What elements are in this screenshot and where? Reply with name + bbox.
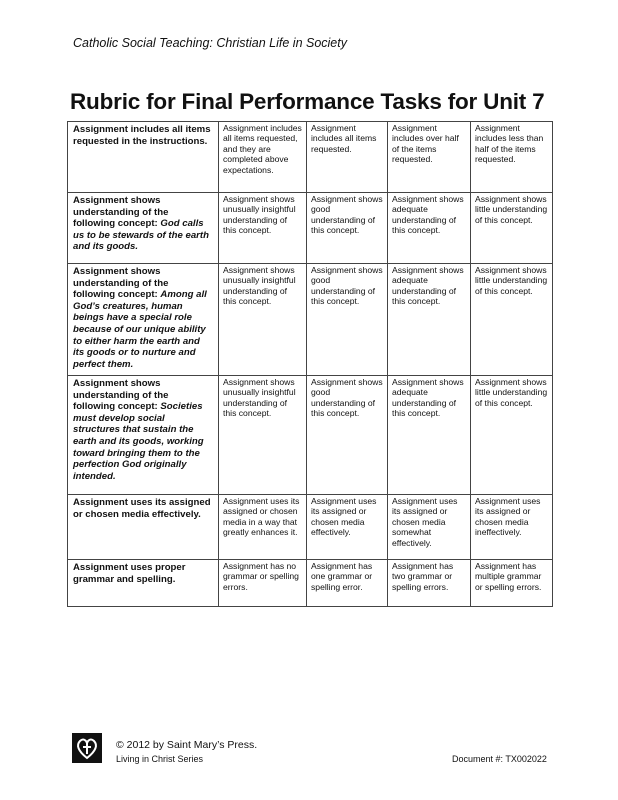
level-cell: Assignment shows good understanding of this concept. [307,376,388,495]
criterion-cell [68,495,219,560]
level-cell: Assignment has two grammar or spelling errors. [388,560,471,607]
level-cell: Assignment shows little understanding of this concept. [471,376,553,495]
level-cell: Assignment uses its assigned or chosen media effectively. [307,495,388,560]
criterion-emphasis: God calls us to be stewards of the earth and its goods. [73,218,209,253]
level-cell: Assignment includes all items requested, and they are completed above expectations. [219,122,307,193]
level-cell: Assignment shows adequate understanding of this concept. [388,264,471,376]
level-cell: Assignment includes over half of the items requested. [388,122,471,193]
criterion-emphasis: Among all God’s creatures, human beings have a special role because of our unique ability to either harm the earth and its goods or to nurture and perfect them. [73,289,207,370]
level-cell: Assignment includes less than half of the items requested. [471,122,553,193]
rubric-row [68,495,553,560]
criterion-text: Assignment includes all items requested in the instructions. [73,124,211,147]
rubric-table [67,121,553,607]
copyright-text: © 2012 by Saint Mary’s Press. [116,739,258,751]
criterion-cell [68,264,219,376]
page-title: Rubric for Final Performance Tasks for Unit 7 [70,89,545,114]
criterion-cell [68,122,219,193]
level-cell: Assignment shows unusually insightful understanding of this concept. [219,376,307,495]
rubric-row [68,193,553,264]
level-cell: Assignment uses its assigned or chosen media somewhat effectively. [388,495,471,560]
rubric-row [68,122,553,193]
criterion-cell [68,560,219,607]
rubric-row [68,376,553,495]
rubric-row [68,560,553,607]
criterion-text: Assignment uses proper grammar and spelling. [73,562,186,585]
document-number: Document #: TX002022 [452,754,547,764]
criterion-emphasis: Societies must develop social structures that sustain the earth and its goods, working toward bringing them to the perfection God originally intended. [73,401,204,482]
criterion-text: Assignment shows understanding of the following concept: [73,378,169,413]
level-cell: Assignment shows unusually insightful understanding of this concept. [219,193,307,264]
level-cell: Assignment shows good understanding of this concept. [307,264,388,376]
rubric-row [68,264,553,376]
level-cell: Assignment shows good understanding of this concept. [307,193,388,264]
criterion-cell [68,193,219,264]
level-cell: Assignment shows adequate understanding of this concept. [388,193,471,264]
document-header: Catholic Social Teaching: Christian Life in Society [73,36,347,50]
level-cell: Assignment has multiple grammar or spelling errors. [471,560,553,607]
level-cell: Assignment shows adequate understanding of this concept. [388,376,471,495]
criterion-cell [68,376,219,495]
level-cell: Assignment shows unusually insightful understanding of this concept. [219,264,307,376]
level-cell: Assignment has one grammar or spelling error. [307,560,388,607]
saint-marys-press-logo-icon [72,733,102,763]
series-name: Living in Christ Series [116,754,204,764]
criterion-text: Assignment uses its assigned or chosen media effectively. [73,497,211,520]
level-cell: Assignment uses its assigned or chosen media in a way that greatly enhances it. [219,495,307,560]
level-cell: Assignment shows little understanding of this concept. [471,193,553,264]
level-cell: Assignment has no grammar or spelling errors. [219,560,307,607]
level-cell: Assignment uses its assigned or chosen media ineffectively. [471,495,553,560]
criterion-text: Assignment shows understanding of the following concept: [73,195,169,230]
level-cell: Assignment includes all items requested. [307,122,388,193]
criterion-text: Assignment shows understanding of the following concept: [73,266,169,301]
level-cell: Assignment shows little understanding of this concept. [471,264,553,376]
